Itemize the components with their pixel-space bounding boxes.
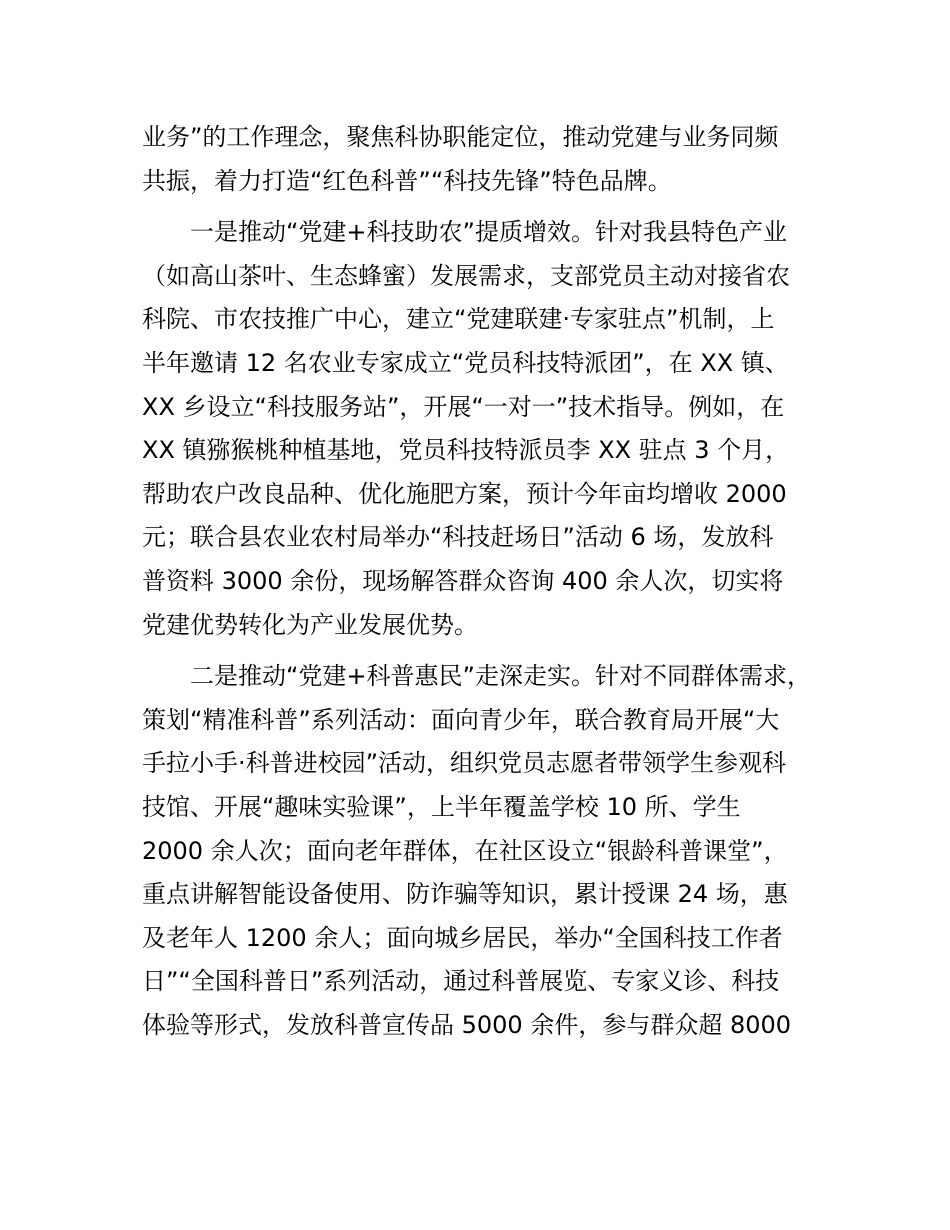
text-line: 共振，着力打造“红色科普”“科技先锋”特色品牌。 [142,166,672,195]
text-line: 普资料 3000 余份，现场解答群众咨询 400 余人次，切实将 [142,566,784,595]
text-line: 及老年人 1200 余人；面向城乡居民，举办“全国科技工作者 [142,923,783,952]
text-line: 技馆、开展“趣味实验课”，上半年覆盖学校 10 所、学生 [142,792,741,821]
text-line: XX 乡设立“科技服务站”，开展“一对一”技术指导。例如，在 [142,392,785,421]
text-line: 半年邀请 12 名农业专家成立“党员科技特派团”，在 XX 镇、 [142,348,789,377]
paragraph-tech-agriculture [142,211,834,647]
text-line: 党建优势转化为产业发展优势。 [142,610,478,639]
paragraph-science-popularization [142,655,834,1047]
text-line: 二是推动“党建+科普惠民”走深走实。针对不同群体需求， [190,662,811,691]
text-line: 2000 余人次；面向老年群体，在社区设立“银龄科普课堂”， [142,836,788,865]
document-body [142,116,834,1047]
paragraph-work-philosophy [142,116,834,203]
text-line: XX 镇猕猴桃种植基地，党员科技特派员李 XX 驻点 3 个月， [142,436,790,465]
text-line: 策划“精准科普”系列活动：面向青少年，联合教育局开展“大 [142,705,780,734]
text-line: 重点讲解智能设备使用、防诈骗等知识，累计授课 24 场，惠 [142,880,788,909]
text-line: 体验等形式，发放科普宣传品 5000 余件，参与群众超 8000 [142,1010,792,1039]
text-line: 业务”的工作理念，聚焦科协职能定位，推动党建与业务同频 [142,123,779,151]
text-line: 帮助农户改良品种、优化施肥方案，预计今年亩均增收 2000 [142,479,787,508]
text-line: （如高山茶叶、生态蜂蜜）发展需求，支部党员主动对接省农 [142,261,790,290]
text-line: 日”“全国科普日”系列活动，通过科普展览、专家义诊、科技 [142,967,780,996]
text-line: 一是推动“党建+科技助农”提质增效。针对我县特色产业 [190,218,787,247]
text-line: 科院、市农技推广中心，建立“党建联建·专家驻点”机制，上 [142,305,775,334]
text-line: 手拉小手·科普进校园”活动，组织党员志愿者带领学生参观科 [142,749,787,778]
text-line: 元；联合县农业农村局举办“科技赶场日”活动 6 场，发放科 [142,523,774,552]
